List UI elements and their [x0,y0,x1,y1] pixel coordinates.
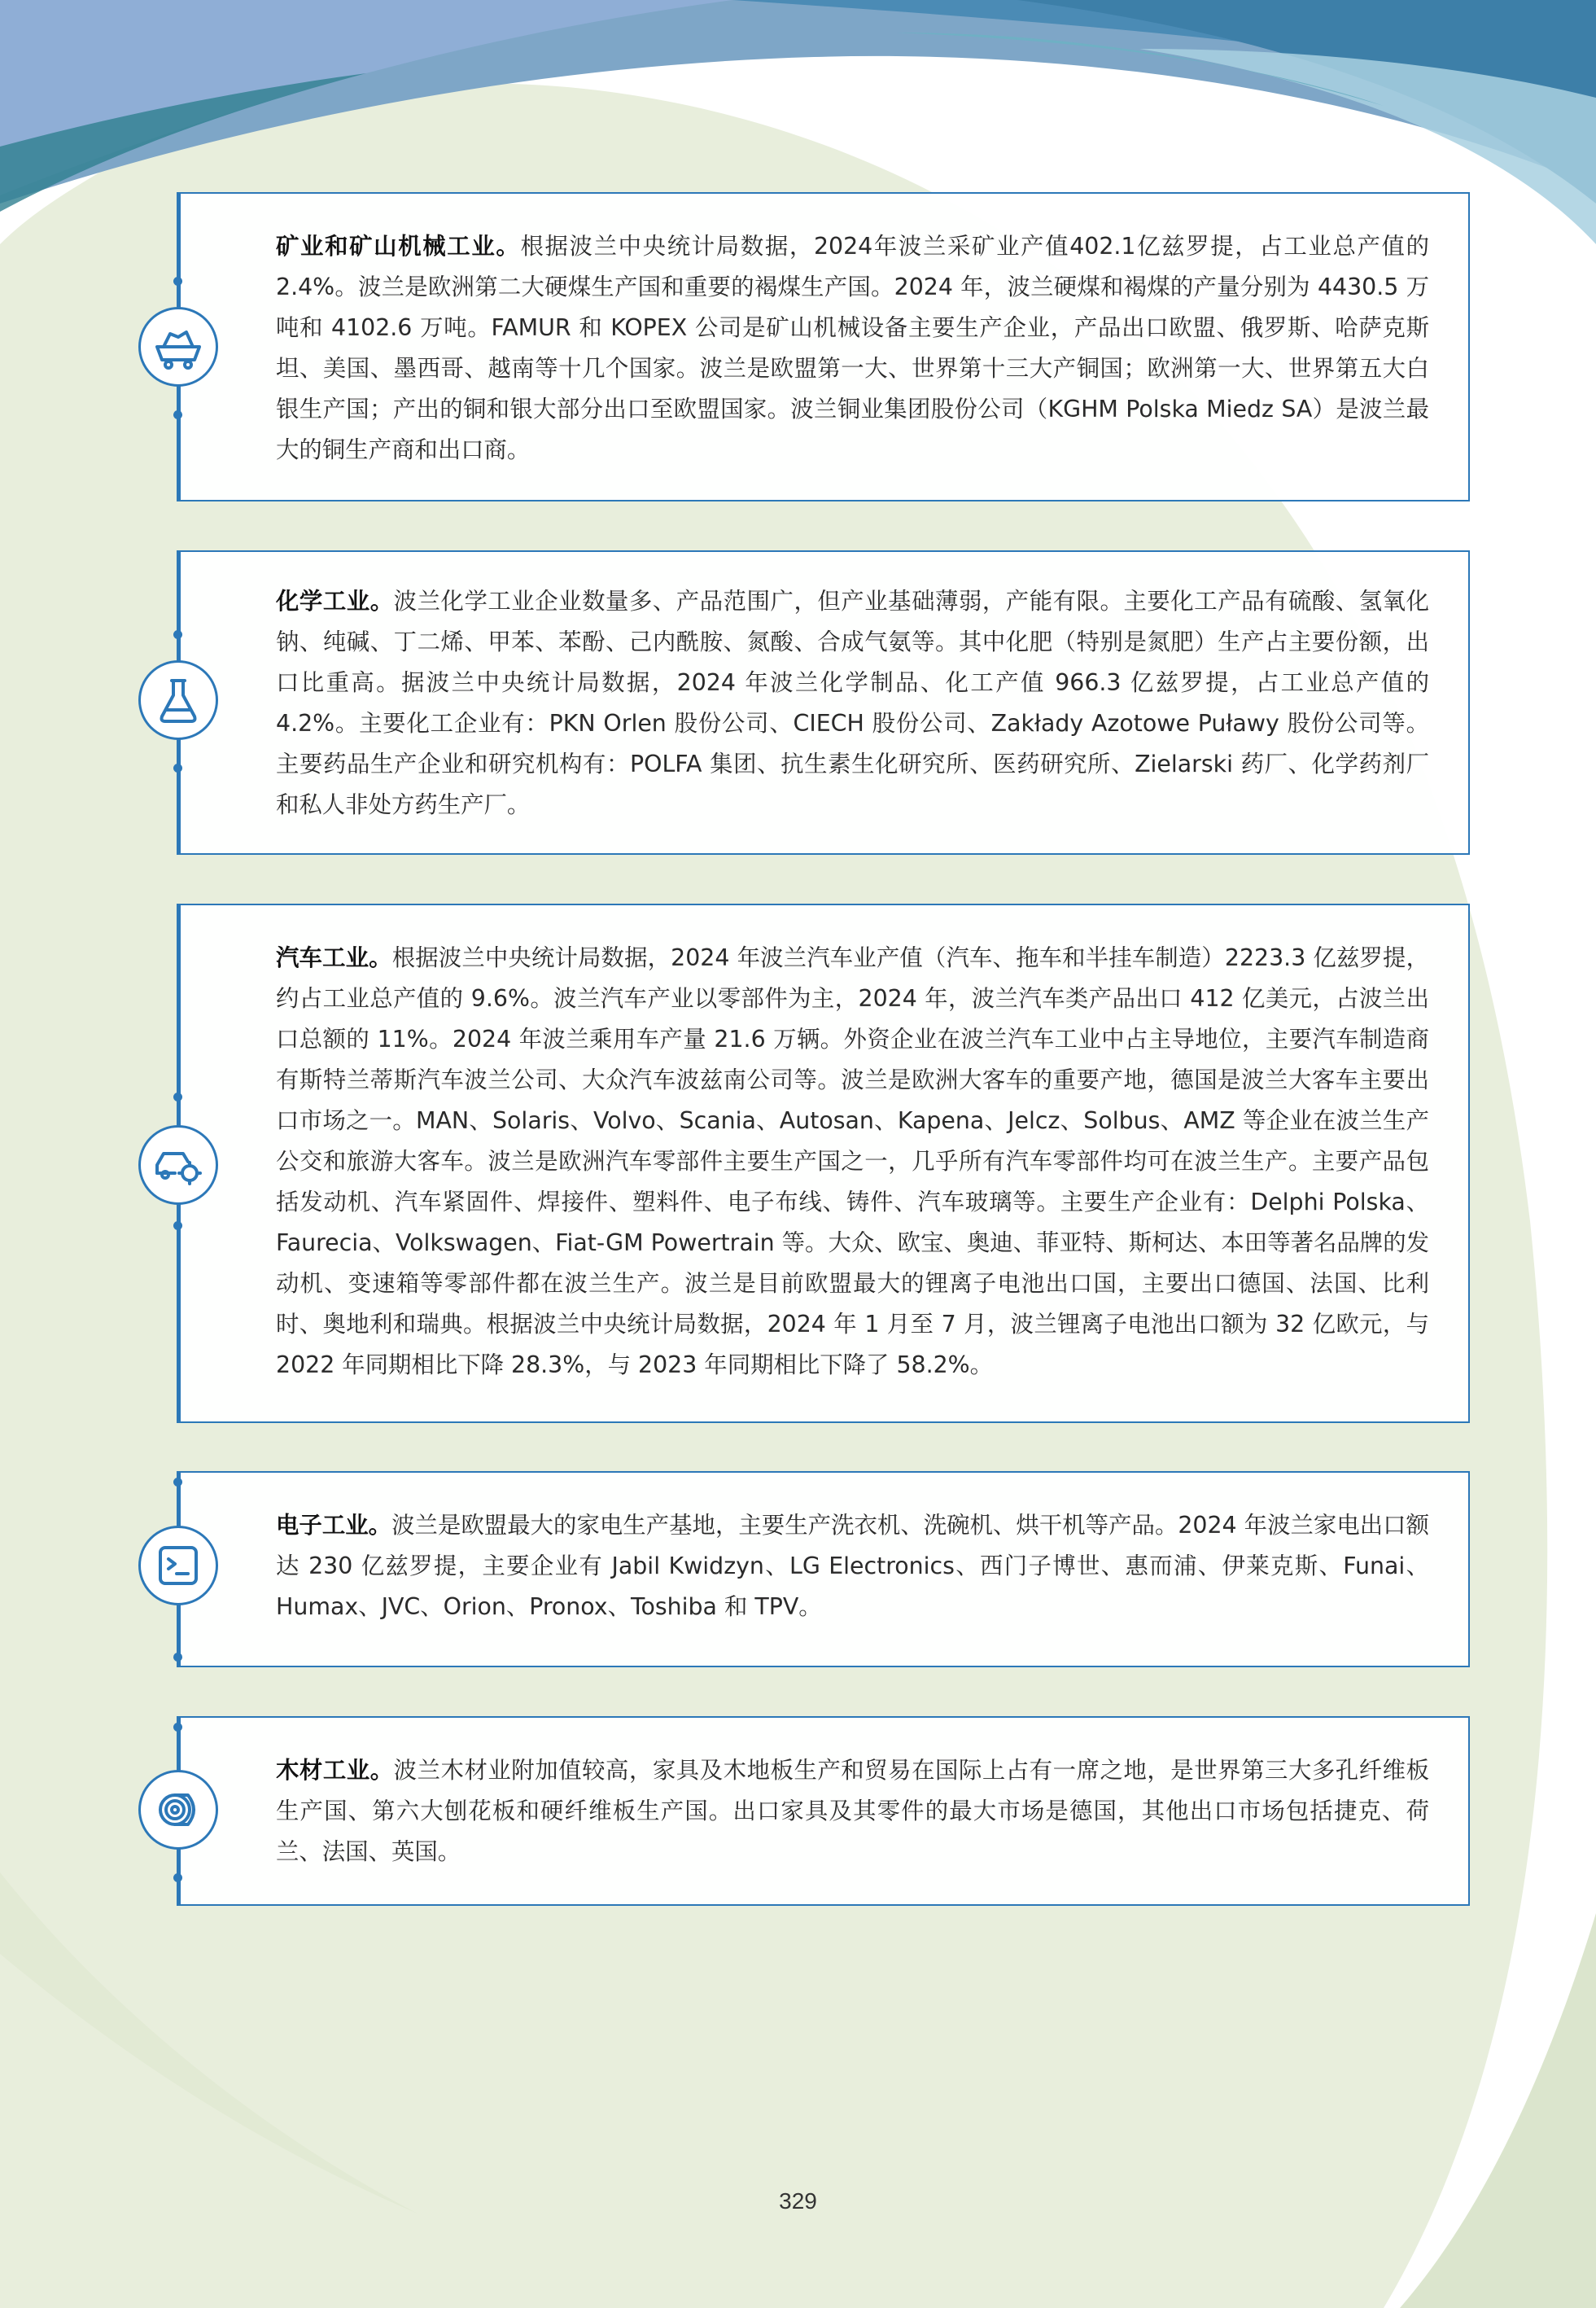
wood-log-icon [138,1770,218,1850]
timeline-dot [173,1873,182,1882]
section-electronics [179,1471,1470,1667]
section-automotive [179,904,1470,1423]
page-number: 329 [779,2188,817,2214]
section-chemical [179,550,1470,855]
timeline-dot [173,764,182,773]
section-body: 波兰化学工业企业数量多、产品范围广，但产业基础薄弱，产能有限。主要化工产品有硫酸、氢氧化钠、纯碱、丁二烯、甲苯、苯酚、己内酰胺、氮酸、合成气氨等。其中化肥（特别是氮肥）生产占主要份额，出口比重高。据波兰中央统计局数据，2024 年波兰化学制品、化工产值 966.3 亿兹罗提，占工业总产值的 4.2%。主要化工企业有：PKN Orlen 股份公司、CIECH 股份公司、Zakłady Azotowe Puławy 股份公司等。主要药品生产企业和研究机构有：POLFA 集团、抗生素生化研究所、医药研究所、Zielarski 药厂、化学药剂厂和私人非处方药生产厂。 [276,588,1429,818]
section-title: 汽车工业。 [276,944,392,971]
flask-icon [138,660,218,740]
timeline-dot [173,630,182,639]
section-text [276,938,1429,1386]
section-text [276,581,1429,826]
section-text [276,226,1429,471]
section-title: 化学工业。 [276,588,394,615]
terminal-screen-icon [138,1526,218,1605]
section-text [276,1750,1429,1872]
timeline-dot [173,277,182,286]
timeline-dot [173,410,182,419]
timeline-dot [173,1478,182,1487]
section-title: 木材工业。 [276,1757,394,1784]
timeline-dot [173,1093,182,1101]
timeline-dot [173,1723,182,1732]
section-body: 波兰木材业附加值较高，家具及木地板生产和贸易在国际上占有一席之地，是世界第三大多孔纤维板生产国、第六大刨花板和硬纤维板生产国。出口家具及其零件的最大市场是德国，其他出口市场包括捷克、荷兰、法国、英国。 [276,1757,1429,1865]
section-title: 矿业和矿山机械工业。 [276,233,521,260]
timeline-dot [173,1653,182,1662]
car-gear-icon [138,1125,218,1205]
section-text [276,1505,1429,1627]
section-body: 波兰是欧盟最大的家电生产基地，主要生产洗衣机、洗碗机、烘干机等产品。2024 年波兰家电出口额达 230 亿兹罗提，主要企业有 Jabil Kwidzyn、LG Electronics、西门子博世、惠而浦、伊莱克斯、Funai、Humax、JVC、Orion、Pronox、Toshiba 和 TPV。 [276,1512,1429,1620]
section-body: 根据波兰中央统计局数据，2024 年波兰汽车业产值（汽车、拖车和半挂车制造）2223.3 亿兹罗提，约占工业总产值的 9.6%。波兰汽车产业以零部件为主，2024 年，波兰汽车类产品出口 412 亿美元，占波兰出口总额的 11%。2024 年波兰乘用车产量 21.6 万辆。外资企业在波兰汽车工业中占主导地位，主要汽车制造商有斯特兰蒂斯汽车波兰公司、大众汽车波兹南公司等。波兰是欧洲大客车的重要产地，德国是波兰大客车主要出口市场之一。MAN、Solaris、Volvo、Scania、Autosan、Kapena、Jelcz、Solbus、AMZ 等企业在波兰生产公交和旅游大客车。波兰是欧洲汽车零部件主要生产国之一，几乎所有汽车零部件均可在波兰生产。主要产品包括发动机、汽车紧固件、焊接件、塑料件、电子布线、铸件、汽车玻璃等。主要生产企业有：Delphi Polska、Faurecia、Volkswagen、Fiat-GM Powertrain 等。大众、欧宝、奥迪、菲亚特、斯柯达、本田等著名品牌的发动机、变速箱等零部件都在波兰生产。波兰是目前欧盟最大的锂离子电池出口国，主要出口德国、法国、比利时、奥地利和瑞典。根据波兰中央统计局数据，2024 年 1 月至 7 月，波兰锂离子电池出口额为 32 亿欧元，与 2022 年同期相比下降 28.3%，与 2023 年同期相比下降了 58.2%。 [276,944,1429,1378]
section-wood [179,1716,1470,1906]
section-body: 根据波兰中央统计局数据，2024年波兰采矿业产值402.1亿兹罗提，占工业总产值的2.4%。波兰是欧洲第二大硬煤生产国和重要的褐煤生产国。2024 年，波兰硬煤和褐煤的产量分别为 4430.5 万吨和 4102.6 万吨。FAMUR 和 KOPEX 公司是矿山机械设备主要生产企业，产品出口欧盟、俄罗斯、哈萨克斯坦、美国、墨西哥、越南等十几个国家。波兰是欧盟第一大、世界第十三大产铜国；欧洲第一大、世界第五大白银生产国；产出的铜和银大部分出口至欧盟国家。波兰铜业集团股份公司（KGHM Polska Miedz SA）是波兰最大的铜生产商和出口商。 [276,233,1429,463]
section-mining [179,192,1470,501]
timeline-dot [173,1221,182,1230]
section-title: 电子工业。 [276,1512,392,1539]
mining-cart-icon [138,307,218,387]
